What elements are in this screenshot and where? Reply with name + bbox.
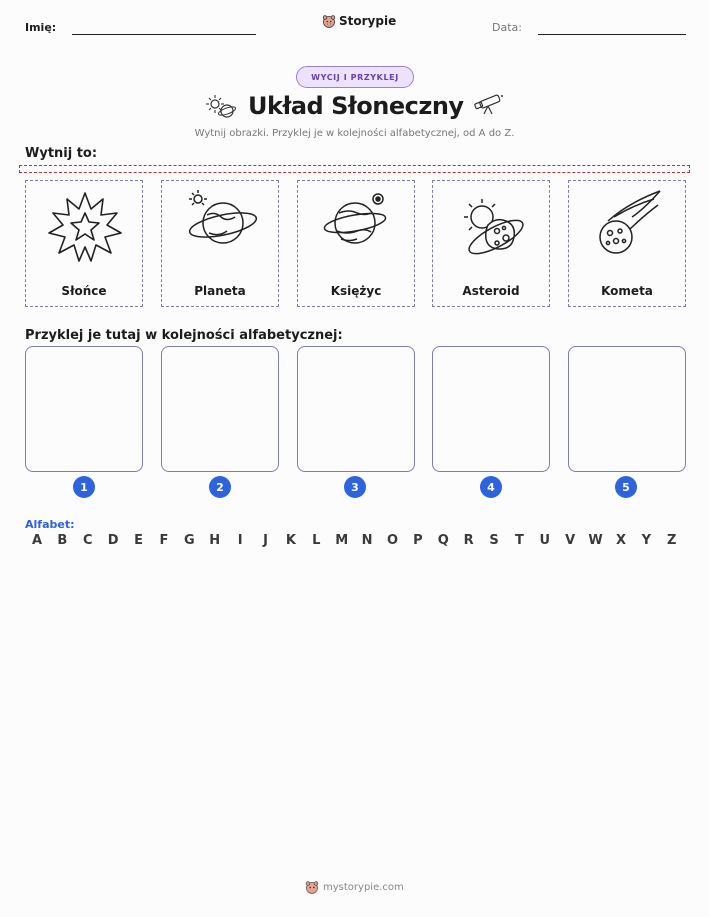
alphabet-letter: L (312, 533, 321, 548)
cut-card-planet[interactable] (161, 180, 279, 307)
alphabet-letter: J (263, 533, 268, 548)
card-label: Kometa (601, 284, 653, 298)
alphabet-letter: U (539, 533, 551, 548)
paste-box-2[interactable] (161, 346, 279, 472)
alphabet-letter: A (31, 533, 43, 548)
card-label: Księżyc (330, 284, 382, 298)
brand-logo (322, 14, 396, 28)
cut-dashed-line (19, 165, 690, 173)
activity-badge: WYCIJ I PRZYKLEJ (296, 66, 414, 88)
alphabet-letter: O (386, 533, 398, 548)
paste-box-4[interactable] (432, 346, 550, 472)
telescope-icon (472, 92, 506, 116)
alphabet-letter: Z (667, 533, 677, 548)
alphabet-letter: B (57, 533, 68, 548)
paste-box-5[interactable] (568, 346, 686, 472)
alphabet-letter: G (184, 533, 195, 548)
cut-card-asteroid[interactable] (432, 180, 550, 307)
planet-icon (181, 187, 261, 267)
alphabet-letter: Q (437, 533, 449, 548)
number-badge-5: 5 (615, 476, 637, 498)
footer-url[interactable]: mystorypie.com (323, 881, 404, 893)
sun-icon (45, 187, 125, 267)
date-line (538, 34, 686, 35)
alphabet-letter: X (615, 533, 626, 548)
alphabet-letter: F (159, 533, 169, 548)
alphabet-letter: I (237, 533, 243, 548)
title-row (0, 92, 709, 124)
page-title: Układ Słoneczny (248, 92, 464, 120)
worksheet-header (0, 14, 709, 44)
paste-section-label: Przyklej je tutaj w kolejności alfabetycznej: (25, 328, 343, 343)
name-line (72, 34, 256, 35)
card-label: Słońce (61, 284, 107, 298)
alphabet-letter: C (83, 533, 93, 548)
number-badge-2: 2 (209, 476, 231, 498)
alphabet-letter: M (335, 533, 349, 548)
alphabet-letter: Y (641, 533, 652, 548)
cut-card-sun[interactable] (25, 180, 143, 307)
alphabet-row (25, 533, 684, 548)
name-label: Imię: (25, 21, 57, 34)
number-badge-3: 3 (344, 476, 366, 498)
alphabet-letter: R (463, 533, 474, 548)
alphabet-letter: N (361, 533, 373, 548)
alphabet-letter: K (285, 533, 296, 548)
storypie-mascot-icon (305, 880, 319, 894)
alphabet-letter: E (134, 533, 143, 548)
asteroid-icon (452, 187, 532, 267)
storypie-mascot-icon (322, 14, 336, 28)
brand-name: Storypie (339, 14, 397, 28)
alphabet-letter: P (413, 533, 423, 548)
alphabet-letter: V (565, 533, 576, 548)
paste-box-3[interactable] (297, 346, 415, 472)
date-label: Data: (492, 21, 522, 34)
alphabet-letter: T (514, 533, 524, 548)
comet-icon (588, 187, 668, 267)
footer (305, 880, 404, 894)
instructions: Wytnij obrazki. Przyklej je w kolejności alfabetycznej, od A do Z. (194, 128, 515, 139)
alphabet-label: Alfabet: (25, 518, 75, 531)
alphabet-letter: H (209, 533, 221, 548)
cut-card-comet[interactable] (568, 180, 686, 307)
alphabet-letter: W (588, 533, 603, 548)
number-badge-1: 1 (73, 476, 95, 498)
sun-planet-icon (205, 92, 237, 122)
paste-box-1[interactable] (25, 346, 143, 472)
cut-card-moon[interactable] (297, 180, 415, 307)
cut-section-label: Wytnij to: (25, 146, 98, 161)
card-label: Planeta (194, 284, 246, 298)
number-badge-4: 4 (480, 476, 502, 498)
alphabet-letter: S (489, 533, 499, 548)
card-label: Asteroid (462, 284, 520, 298)
alphabet-letter: D (107, 533, 119, 548)
moon-planet-icon (317, 187, 397, 267)
